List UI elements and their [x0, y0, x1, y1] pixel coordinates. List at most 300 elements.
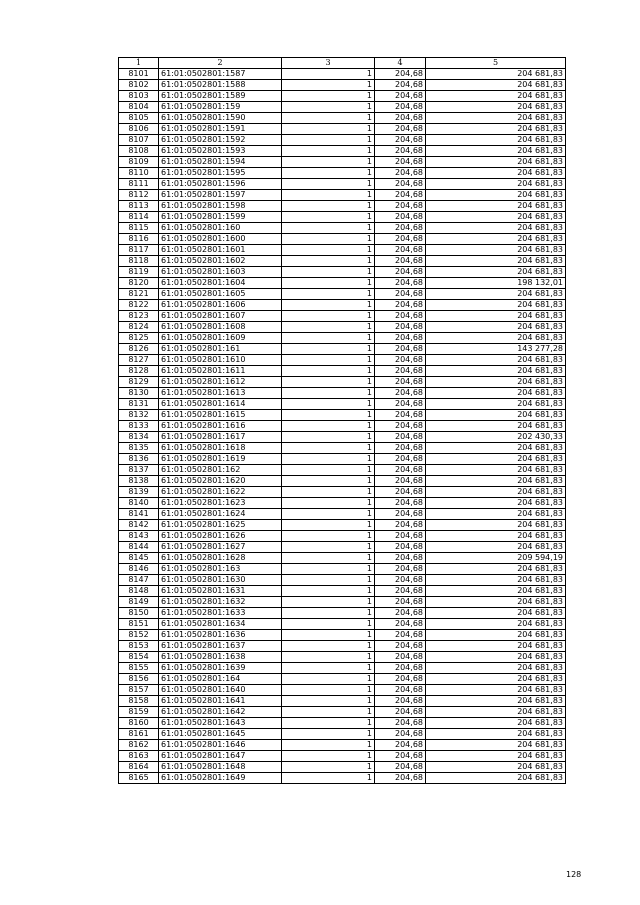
value-cell: 204,68: [375, 685, 426, 696]
total-cell: 204 681,83: [426, 773, 566, 784]
count-cell: 1: [282, 80, 375, 91]
table-row: [119, 531, 566, 542]
table-row: [119, 575, 566, 586]
table-row: [119, 410, 566, 421]
total-cell: 204 681,83: [426, 465, 566, 476]
total-cell: 204 681,83: [426, 322, 566, 333]
header-col-3: 3: [282, 58, 375, 69]
value-cell: 204,68: [375, 201, 426, 212]
table-row: [119, 652, 566, 663]
registry-table: [118, 57, 566, 784]
cadastral-number: 61:01:0502801:1610: [159, 355, 282, 366]
value-cell: 204,68: [375, 80, 426, 91]
value-cell: 204,68: [375, 586, 426, 597]
total-cell: 143 277,28: [426, 344, 566, 355]
table-row: [119, 69, 566, 80]
value-cell: 204,68: [375, 663, 426, 674]
count-cell: 1: [282, 432, 375, 443]
value-cell: 204,68: [375, 476, 426, 487]
table-row: [119, 267, 566, 278]
count-cell: 1: [282, 443, 375, 454]
row-number: 8136: [119, 454, 159, 465]
value-cell: 204,68: [375, 674, 426, 685]
cadastral-number: 61:01:0502801:1599: [159, 212, 282, 223]
count-cell: 1: [282, 256, 375, 267]
count-cell: 1: [282, 663, 375, 674]
cadastral-number: 61:01:0502801:1611: [159, 366, 282, 377]
value-cell: 204,68: [375, 641, 426, 652]
total-cell: 204 681,83: [426, 586, 566, 597]
table-row: [119, 388, 566, 399]
table-row: [119, 729, 566, 740]
value-cell: 204,68: [375, 421, 426, 432]
count-cell: 1: [282, 69, 375, 80]
row-number: 8133: [119, 421, 159, 432]
count-cell: 1: [282, 245, 375, 256]
table-row: [119, 135, 566, 146]
value-cell: 204,68: [375, 542, 426, 553]
cadastral-number: 61:01:0502801:1598: [159, 201, 282, 212]
row-number: 8149: [119, 597, 159, 608]
row-number: 8134: [119, 432, 159, 443]
cadastral-number: 61:01:0502801:1606: [159, 300, 282, 311]
count-cell: 1: [282, 509, 375, 520]
value-cell: 204,68: [375, 597, 426, 608]
cadastral-number: 61:01:0502801:1643: [159, 718, 282, 729]
value-cell: 204,68: [375, 102, 426, 113]
count-cell: 1: [282, 399, 375, 410]
value-cell: 204,68: [375, 718, 426, 729]
row-number: 8143: [119, 531, 159, 542]
row-number: 8102: [119, 80, 159, 91]
cadastral-number: 61:01:0502801:1603: [159, 267, 282, 278]
table-row: [119, 245, 566, 256]
total-cell: 204 681,83: [426, 256, 566, 267]
count-cell: 1: [282, 333, 375, 344]
cadastral-number: 61:01:0502801:1593: [159, 146, 282, 157]
row-number: 8120: [119, 278, 159, 289]
row-number: 8141: [119, 509, 159, 520]
row-number: 8106: [119, 124, 159, 135]
count-cell: 1: [282, 630, 375, 641]
total-cell: 204 681,83: [426, 685, 566, 696]
row-number: 8119: [119, 267, 159, 278]
row-number: 8148: [119, 586, 159, 597]
count-cell: 1: [282, 608, 375, 619]
row-number: 8158: [119, 696, 159, 707]
row-number: 8130: [119, 388, 159, 399]
table-row: [119, 124, 566, 135]
value-cell: 204,68: [375, 729, 426, 740]
row-number: 8153: [119, 641, 159, 652]
table-row: [119, 300, 566, 311]
header-row: [119, 58, 566, 69]
total-cell: 204 681,83: [426, 212, 566, 223]
cadastral-number: 61:01:0502801:1649: [159, 773, 282, 784]
value-cell: 204,68: [375, 333, 426, 344]
total-cell: 204 681,83: [426, 399, 566, 410]
count-cell: 1: [282, 586, 375, 597]
count-cell: 1: [282, 531, 375, 542]
table-row: [119, 487, 566, 498]
table-row: [119, 355, 566, 366]
row-number: 8128: [119, 366, 159, 377]
count-cell: 1: [282, 212, 375, 223]
cadastral-number: 61:01:0502801:159: [159, 102, 282, 113]
count-cell: 1: [282, 729, 375, 740]
cadastral-number: 61:01:0502801:160: [159, 223, 282, 234]
total-cell: 204 681,83: [426, 355, 566, 366]
total-cell: 204 681,83: [426, 520, 566, 531]
total-cell: 204 681,83: [426, 124, 566, 135]
count-cell: 1: [282, 179, 375, 190]
value-cell: 204,68: [375, 520, 426, 531]
row-number: 8160: [119, 718, 159, 729]
value-cell: 204,68: [375, 245, 426, 256]
cadastral-number: 61:01:0502801:1622: [159, 487, 282, 498]
cadastral-number: 61:01:0502801:1614: [159, 399, 282, 410]
cadastral-number: 61:01:0502801:1617: [159, 432, 282, 443]
table-row: [119, 80, 566, 91]
row-number: 8162: [119, 740, 159, 751]
total-cell: 204 681,83: [426, 300, 566, 311]
total-cell: 204 681,83: [426, 366, 566, 377]
count-cell: 1: [282, 168, 375, 179]
table-row: [119, 476, 566, 487]
cadastral-number: 61:01:0502801:1597: [159, 190, 282, 201]
total-cell: 204 681,83: [426, 69, 566, 80]
row-number: 8131: [119, 399, 159, 410]
cadastral-number: 61:01:0502801:1588: [159, 80, 282, 91]
count-cell: 1: [282, 465, 375, 476]
count-cell: 1: [282, 564, 375, 575]
count-cell: 1: [282, 751, 375, 762]
count-cell: 1: [282, 300, 375, 311]
count-cell: 1: [282, 278, 375, 289]
cadastral-number: 61:01:0502801:1636: [159, 630, 282, 641]
count-cell: 1: [282, 157, 375, 168]
value-cell: 204,68: [375, 157, 426, 168]
count-cell: 1: [282, 201, 375, 212]
table-row: [119, 113, 566, 124]
value-cell: 204,68: [375, 432, 426, 443]
header-col-4: 4: [375, 58, 426, 69]
total-cell: 204 681,83: [426, 652, 566, 663]
cadastral-number: 61:01:0502801:1612: [159, 377, 282, 388]
total-cell: 204 681,83: [426, 487, 566, 498]
table-row: [119, 377, 566, 388]
table-row: [119, 597, 566, 608]
count-cell: 1: [282, 322, 375, 333]
total-cell: 204 681,83: [426, 410, 566, 421]
total-cell: 204 681,83: [426, 531, 566, 542]
count-cell: 1: [282, 597, 375, 608]
total-cell: 204 681,83: [426, 135, 566, 146]
total-cell: 204 681,83: [426, 751, 566, 762]
row-number: 8112: [119, 190, 159, 201]
value-cell: 204,68: [375, 377, 426, 388]
value-cell: 204,68: [375, 234, 426, 245]
total-cell: 204 681,83: [426, 641, 566, 652]
row-number: 8111: [119, 179, 159, 190]
count-cell: 1: [282, 476, 375, 487]
table-row: [119, 740, 566, 751]
row-number: 8110: [119, 168, 159, 179]
table-row: [119, 520, 566, 531]
value-cell: 204,68: [375, 443, 426, 454]
count-cell: 1: [282, 113, 375, 124]
cadastral-number: 61:01:0502801:1626: [159, 531, 282, 542]
value-cell: 204,68: [375, 575, 426, 586]
table-row: [119, 465, 566, 476]
table-row: [119, 674, 566, 685]
count-cell: 1: [282, 421, 375, 432]
table-row: [119, 91, 566, 102]
value-cell: 204,68: [375, 267, 426, 278]
total-cell: 204 681,83: [426, 201, 566, 212]
total-cell: 204 681,83: [426, 707, 566, 718]
row-number: 8122: [119, 300, 159, 311]
total-cell: 209 594,19: [426, 553, 566, 564]
table-row: [119, 399, 566, 410]
total-cell: 204 681,83: [426, 168, 566, 179]
cadastral-number: 61:01:0502801:1607: [159, 311, 282, 322]
value-cell: 204,68: [375, 124, 426, 135]
row-number: 8115: [119, 223, 159, 234]
total-cell: 198 132,01: [426, 278, 566, 289]
header-col-1: 1: [119, 58, 159, 69]
total-cell: 204 681,83: [426, 333, 566, 344]
table-row: [119, 641, 566, 652]
total-cell: 204 681,83: [426, 267, 566, 278]
row-number: 8135: [119, 443, 159, 454]
value-cell: 204,68: [375, 399, 426, 410]
value-cell: 204,68: [375, 696, 426, 707]
row-number: 8113: [119, 201, 159, 212]
count-cell: 1: [282, 366, 375, 377]
table-row: [119, 322, 566, 333]
total-cell: 204 681,83: [426, 597, 566, 608]
row-number: 8159: [119, 707, 159, 718]
total-cell: 204 681,83: [426, 564, 566, 575]
table-row: [119, 630, 566, 641]
row-number: 8105: [119, 113, 159, 124]
count-cell: 1: [282, 641, 375, 652]
value-cell: 204,68: [375, 707, 426, 718]
value-cell: 204,68: [375, 322, 426, 333]
count-cell: 1: [282, 102, 375, 113]
total-cell: 204 681,83: [426, 157, 566, 168]
table-row: [119, 586, 566, 597]
total-cell: 204 681,83: [426, 102, 566, 113]
value-cell: 204,68: [375, 388, 426, 399]
value-cell: 204,68: [375, 355, 426, 366]
value-cell: 204,68: [375, 773, 426, 784]
count-cell: 1: [282, 619, 375, 630]
value-cell: 204,68: [375, 740, 426, 751]
table-row: [119, 718, 566, 729]
count-cell: 1: [282, 355, 375, 366]
row-number: 8116: [119, 234, 159, 245]
page-number: 128: [566, 870, 582, 879]
table-row: [119, 344, 566, 355]
row-number: 8154: [119, 652, 159, 663]
count-cell: 1: [282, 410, 375, 421]
table-row: [119, 146, 566, 157]
row-number: 8125: [119, 333, 159, 344]
value-cell: 204,68: [375, 278, 426, 289]
row-number: 8145: [119, 553, 159, 564]
total-cell: 204 681,83: [426, 696, 566, 707]
total-cell: 204 681,83: [426, 289, 566, 300]
cadastral-number: 61:01:0502801:1608: [159, 322, 282, 333]
table-row: [119, 454, 566, 465]
header-col-2: 2: [159, 58, 282, 69]
table-row: [119, 443, 566, 454]
count-cell: 1: [282, 124, 375, 135]
table-row: [119, 762, 566, 773]
value-cell: 204,68: [375, 509, 426, 520]
value-cell: 204,68: [375, 190, 426, 201]
cadastral-number: 61:01:0502801:1602: [159, 256, 282, 267]
total-cell: 204 681,83: [426, 476, 566, 487]
value-cell: 204,68: [375, 751, 426, 762]
total-cell: 204 681,83: [426, 575, 566, 586]
total-cell: 204 681,83: [426, 91, 566, 102]
value-cell: 204,68: [375, 113, 426, 124]
value-cell: 204,68: [375, 762, 426, 773]
value-cell: 204,68: [375, 608, 426, 619]
table-row: [119, 223, 566, 234]
count-cell: 1: [282, 553, 375, 564]
cadastral-number: 61:01:0502801:1620: [159, 476, 282, 487]
value-cell: 204,68: [375, 619, 426, 630]
total-cell: 204 681,83: [426, 311, 566, 322]
total-cell: 204 681,83: [426, 80, 566, 91]
table-row: [119, 553, 566, 564]
value-cell: 204,68: [375, 487, 426, 498]
count-cell: 1: [282, 234, 375, 245]
table-row: [119, 289, 566, 300]
total-cell: 204 681,83: [426, 608, 566, 619]
count-cell: 1: [282, 388, 375, 399]
cadastral-number: 61:01:0502801:161: [159, 344, 282, 355]
cadastral-number: 61:01:0502801:1642: [159, 707, 282, 718]
cadastral-number: 61:01:0502801:1616: [159, 421, 282, 432]
value-cell: 204,68: [375, 366, 426, 377]
table-row: [119, 212, 566, 223]
total-cell: 204 681,83: [426, 498, 566, 509]
table-row: [119, 751, 566, 762]
cadastral-number: 61:01:0502801:1632: [159, 597, 282, 608]
count-cell: 1: [282, 718, 375, 729]
cadastral-number: 61:01:0502801:1647: [159, 751, 282, 762]
cadastral-number: 61:01:0502801:1615: [159, 410, 282, 421]
total-cell: 204 681,83: [426, 630, 566, 641]
row-number: 8132: [119, 410, 159, 421]
cadastral-number: 61:01:0502801:1630: [159, 575, 282, 586]
value-cell: 204,68: [375, 300, 426, 311]
count-cell: 1: [282, 740, 375, 751]
table-row: [119, 542, 566, 553]
row-number: 8144: [119, 542, 159, 553]
count-cell: 1: [282, 542, 375, 553]
row-number: 8156: [119, 674, 159, 685]
count-cell: 1: [282, 762, 375, 773]
row-number: 8157: [119, 685, 159, 696]
table-row: [119, 179, 566, 190]
table-row: [119, 498, 566, 509]
table-row: [119, 707, 566, 718]
row-number: 8152: [119, 630, 159, 641]
cadastral-number: 61:01:0502801:1590: [159, 113, 282, 124]
count-cell: 1: [282, 520, 375, 531]
row-number: 8103: [119, 91, 159, 102]
total-cell: 204 681,83: [426, 377, 566, 388]
value-cell: 204,68: [375, 179, 426, 190]
value-cell: 204,68: [375, 135, 426, 146]
table-row: [119, 619, 566, 630]
cadastral-number: 61:01:0502801:1609: [159, 333, 282, 344]
value-cell: 204,68: [375, 498, 426, 509]
row-number: 8165: [119, 773, 159, 784]
row-number: 8140: [119, 498, 159, 509]
row-number: 8104: [119, 102, 159, 113]
count-cell: 1: [282, 91, 375, 102]
cadastral-number: 61:01:0502801:1638: [159, 652, 282, 663]
table-row: [119, 190, 566, 201]
table-header: [119, 58, 566, 69]
cadastral-number: 61:01:0502801:1634: [159, 619, 282, 630]
cadastral-number: 61:01:0502801:1594: [159, 157, 282, 168]
total-cell: 204 681,83: [426, 190, 566, 201]
cadastral-number: 61:01:0502801:1618: [159, 443, 282, 454]
cadastral-number: 61:01:0502801:164: [159, 674, 282, 685]
table-row: [119, 201, 566, 212]
row-number: 8126: [119, 344, 159, 355]
value-cell: 204,68: [375, 256, 426, 267]
count-cell: 1: [282, 377, 375, 388]
count-cell: 1: [282, 344, 375, 355]
cadastral-number: 61:01:0502801:1623: [159, 498, 282, 509]
table-row: [119, 256, 566, 267]
count-cell: 1: [282, 190, 375, 201]
count-cell: 1: [282, 575, 375, 586]
row-number: 8108: [119, 146, 159, 157]
row-number: 8147: [119, 575, 159, 586]
value-cell: 204,68: [375, 168, 426, 179]
count-cell: 1: [282, 685, 375, 696]
total-cell: 202 430,33: [426, 432, 566, 443]
value-cell: 204,68: [375, 553, 426, 564]
row-number: 8150: [119, 608, 159, 619]
cadastral-number: 61:01:0502801:1639: [159, 663, 282, 674]
cadastral-number: 61:01:0502801:1631: [159, 586, 282, 597]
table-body: [119, 69, 566, 784]
cadastral-number: 61:01:0502801:162: [159, 465, 282, 476]
cadastral-number: 61:01:0502801:1641: [159, 696, 282, 707]
row-number: 8118: [119, 256, 159, 267]
table-row: [119, 421, 566, 432]
total-cell: 204 681,83: [426, 542, 566, 553]
row-number: 8107: [119, 135, 159, 146]
row-number: 8161: [119, 729, 159, 740]
total-cell: 204 681,83: [426, 454, 566, 465]
table-row: [119, 168, 566, 179]
row-number: 8142: [119, 520, 159, 531]
table-row: [119, 509, 566, 520]
cadastral-number: 61:01:0502801:1601: [159, 245, 282, 256]
